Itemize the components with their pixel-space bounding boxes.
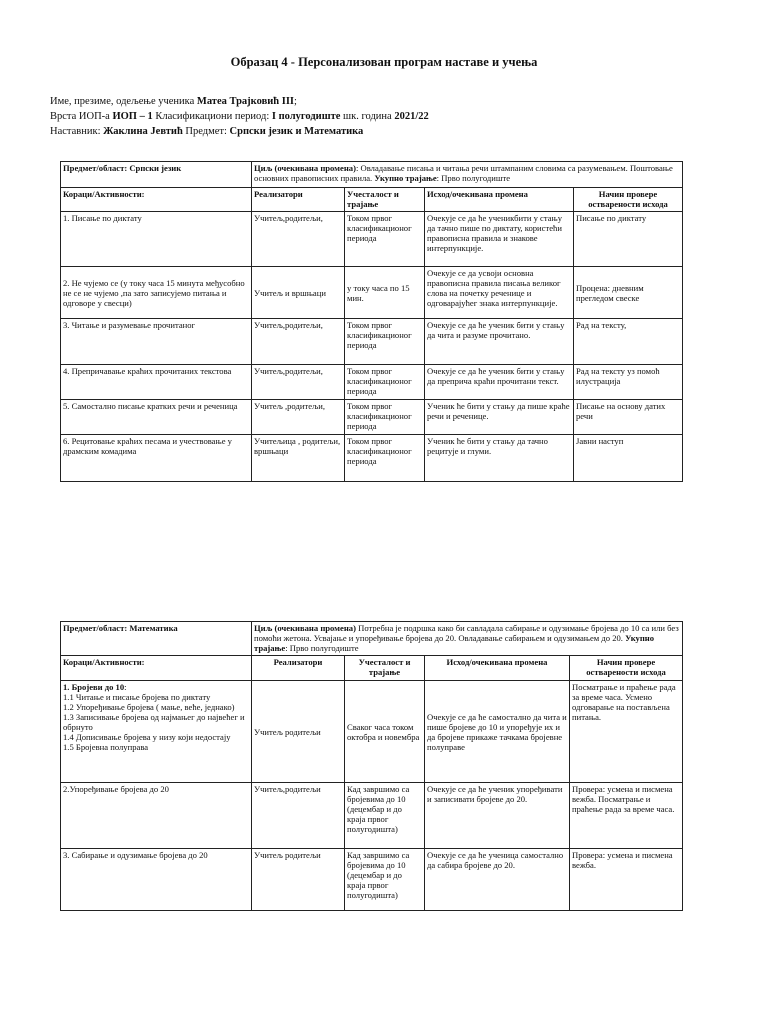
numbers-to-10-heading: 1. Бројеви до 10 [63, 682, 125, 692]
student-line [50, 95, 297, 109]
table-row [61, 400, 683, 435]
cell-outcome: Очекује се да ће самостално да чита и пише бројеве до 10 и упоређује их и да бројеве прикаже тачкама бројевне полуправе [425, 681, 570, 783]
cell-check: Јавни наступ [574, 435, 683, 482]
serbian-language-table [60, 161, 683, 482]
student-label: Име, презиме, одељење ученика [50, 96, 195, 107]
header-outcome: Исход/очекивана промена [425, 188, 574, 212]
list-item: 1.5 Бројевна полуправа [63, 742, 149, 752]
goal-label: Циљ (очекивана промена) [254, 163, 356, 173]
cell-frequency: Током првог класификационог периода [345, 319, 425, 365]
cell-realizers: Учитељ ,родитељи, [252, 400, 345, 435]
cell-realizers: Учитељица , родитељи, вршњаци [252, 435, 345, 482]
student-name: Матеа Трајковић III [196, 96, 295, 107]
cell-check: Рад на тексту, [574, 319, 683, 365]
table-row [61, 681, 683, 783]
header-realizers: Реализатори [252, 656, 345, 681]
header-check: Начин провере остварености исхода [570, 656, 683, 681]
header-realizers: Реализатори [252, 188, 345, 212]
list-item: 1.3 Записивање бројева од најмањег до највећег и обрнуто [63, 712, 245, 732]
page-title: Образац 4 - Персонализован програм наставе и учења [230, 55, 538, 69]
cell-realizers: Учитељ,родитељи, [252, 212, 345, 267]
teacher-name: Жаклина Јевтић [103, 126, 183, 137]
duration-value: : Прво полугодиште [436, 173, 511, 183]
duration-value: : Прво полугодиште [285, 643, 359, 653]
cell-frequency: Током првог класификационог периода [345, 400, 425, 435]
goal-cell [252, 162, 683, 188]
cell-check: Посматрање и праћење рада за време часа. Усмено одговарање на постављена питања. [570, 681, 683, 783]
subject-cell-value: Српски језик [129, 163, 182, 173]
cell-check: Писање по диктату [574, 212, 683, 267]
cell-check: Рад на тексту уз помоћ илустрација [574, 365, 683, 400]
cell-outcome: Очекује се да ће ученик бити у стању да препричa краћи прочитани текст. [425, 365, 574, 400]
table-info-row [61, 622, 683, 656]
year-value: 2021/22 [394, 111, 429, 122]
heading-suffix: : [124, 682, 127, 692]
header-activities: Кораци/Активности: [61, 188, 252, 212]
table-info-row [61, 162, 683, 188]
table-row [61, 267, 683, 319]
teacher-label: Наставник: [50, 126, 101, 137]
cell-check: Провера: усмена и писмена вежба. Посматрање и праћење рада за време часа. [570, 783, 683, 849]
list-item: 1.1 Читање и писање бројева по диктату [63, 692, 211, 702]
cell-outcome: Ученик ће бити у стању да пише краће речи и реченице. [425, 400, 574, 435]
duration-label: Укупно трајање [254, 633, 655, 653]
cell-frequency: Кад завршимо са бројевима до 10 (децембар и до краја првог полугодишта) [345, 783, 425, 849]
cell-realizers: Учитељ и вршњаци [252, 267, 345, 319]
list-item: 1.2 Упоређивање бројева ( мање, веће, једнако) [63, 702, 235, 712]
cell-activity: 4. Препричавање краћих прочитаних текстова [61, 365, 252, 400]
table-row [61, 849, 683, 911]
header-activities: Кораци/Активности: [61, 656, 252, 681]
iop-type: ИОП – 1 [112, 111, 153, 122]
student-suffix: ; [294, 96, 297, 107]
cell-check: Процена: дневним прегледом свеске [574, 267, 683, 319]
table-row [61, 435, 683, 482]
subject-cell [61, 162, 252, 188]
cell-realizers: Учитељ родитељи [252, 849, 345, 911]
cell-activity: 3. Читање и разумевање прочитаног [61, 319, 252, 365]
duration-label: Укупно трајање [374, 173, 437, 183]
cell-activity: 2.Упоређивање бројева до 20 [61, 783, 252, 849]
iop-label: Врста ИОП-а [50, 111, 110, 122]
cell-realizers: Учитељ,родитељи, [252, 319, 345, 365]
cell-frequency: Током првог класификационог периода [345, 212, 425, 267]
table-row [61, 365, 683, 400]
cell-activity [61, 681, 252, 783]
year-label: шк. година [343, 111, 392, 122]
cell-frequency: Током првог класификационог периода [345, 365, 425, 400]
cell-frequency: Кад завршимо са бројевима до 10 (децембар и до краја првог полугодишта) [345, 849, 425, 911]
goal-label: Циљ (очекивана промена) [254, 623, 356, 633]
period-value: I полугодиште [271, 111, 341, 122]
goal-text: : Овладавање писања и читања речи штампаним словима са разумевањем. Поштовање основних правописних правила. [254, 163, 673, 183]
cell-activity: 1. Писање по диктату [61, 212, 252, 267]
cell-activity: 5. Самостално писање кратких речи и реченица [61, 400, 252, 435]
subject-cell-value: Математика [129, 623, 178, 633]
cell-frequency: Сваког часа током октобра и новембра [345, 681, 425, 783]
cell-realizers: Учитељ,родитељи, [252, 365, 345, 400]
header-frequency: Учесталост и трајање [345, 188, 425, 212]
cell-outcome: Очекује се да ће ученик бити у стању да чита и разуме прочитано. [425, 319, 574, 365]
cell-outcome: Очекује се да ће ученикбити у стању да тачно пише по диктату, користећи правописна правила и знакове интерпункције. [425, 212, 574, 267]
cell-activity: 2. Не чујемо се (у току часа 15 минута међусобно не се не чујемо ,па зато записујемо питања и одговоре у свесци) [61, 267, 252, 319]
cell-check: Провера: усмена и писмена вежба. [570, 849, 683, 911]
cell-realizers: Учитељ родитељи [252, 681, 345, 783]
cell-frequency: Током првог класификационог периода [345, 435, 425, 482]
cell-frequency: у току часа по 15 мин. [345, 267, 425, 319]
table-header-row [61, 656, 683, 681]
header-check: Начин провере остварености исхода [574, 188, 683, 212]
mathematics-table [60, 621, 683, 911]
cell-outcome: Очекује се да ће ученица самостално да сабира бројеве до 20. [425, 849, 570, 911]
subject-cell [61, 622, 252, 656]
subject-cell-label: Предмет/област: [63, 623, 128, 633]
teacher-line [50, 125, 363, 139]
table-header-row [61, 188, 683, 212]
table-row [61, 319, 683, 365]
goal-text: Потребна је подршка како би савладала сабирање и одузимање бројева до 10 са или без помоћи жетона. Усвајање и упоређивање бројева до 20. Овладавање сабирањем и одузимањем до 20. [254, 623, 679, 643]
cell-check: Писање на основу датих речи [574, 400, 683, 435]
header-outcome: Исход/очекивана промена [425, 656, 570, 681]
header-frequency: Учесталост и трајање [345, 656, 425, 681]
cell-realizers: Учитељ,родитељи [252, 783, 345, 849]
subject-value: Српски језик и Математика [229, 126, 364, 137]
cell-outcome: Очекује се да ће ученик упоређивати и записивати бројеве до 20. [425, 783, 570, 849]
cell-activity: 3. Сабирање и одузимање бројева до 20 [61, 849, 252, 911]
table-row [61, 212, 683, 267]
goal-cell [252, 622, 683, 656]
table-row [61, 783, 683, 849]
subject-label: Предмет: [185, 126, 227, 137]
period-label: Класификациони период: [155, 111, 270, 122]
subject-cell-label: Предмет/област: [63, 163, 128, 173]
cell-outcome: Ученик ће бити у стању да тачно рецитује и глуми. [425, 435, 574, 482]
list-item: 1.4 Дописивање бројева у низу који недостају [63, 732, 231, 742]
cell-outcome: Очекује се да усвоји основна правописна правила писања великог слова на почетку реченице и одговарајућег знака интерпункције. [425, 267, 574, 319]
cell-activity: 6. Рецитовање краћих песама и учествовање у драмским комадима [61, 435, 252, 482]
iop-line [50, 110, 429, 124]
